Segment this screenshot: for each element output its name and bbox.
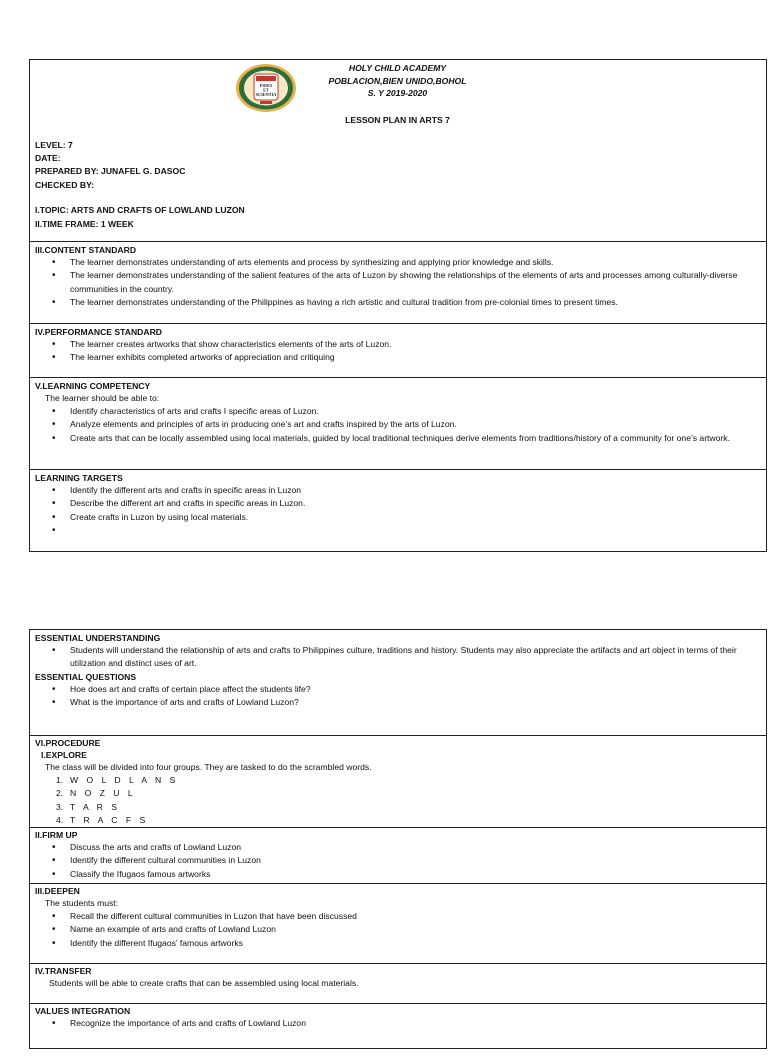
explore-heading: I.EXPLORE [41, 750, 87, 760]
topic-field: I.TOPIC: ARTS AND CRAFTS OF LOWLAND LUZON [35, 205, 245, 216]
list-item: • Analyze elements and principles of arts in producing one’s art and crafts inspired by the arts of Luzon. [35, 418, 760, 431]
list-item: • Create arts that can be locally assembled using local materials, guided by local traditional techniques derive elements from traditions/history of a community for one’s artwork. [35, 432, 760, 445]
lesson-plan-page-2 [29, 629, 767, 1049]
lesson-plan-page-1 [29, 59, 767, 552]
transfer-heading: IV.TRANSFER [35, 966, 92, 976]
checked-by-field: CHECKED BY: [35, 179, 95, 190]
list-item: • Identify the different arts and crafts in specific areas in Luzon [35, 484, 760, 497]
values-heading: VALUES INTEGRATION [35, 1006, 131, 1016]
performance-standard-section [30, 324, 766, 378]
content-standard-list [35, 256, 760, 310]
school-name: HOLY CHILD ACADEMY [348, 63, 447, 73]
list-item: • The learner creates artworks that show characteristics elements of the arts of Luzon. [35, 338, 760, 351]
list-item: • Classify the Ifugaos famous artworks [35, 868, 760, 881]
learning-competency-intro: The learner should be able to: [45, 393, 160, 403]
scrambled-word-item [35, 774, 760, 787]
essential-section [30, 630, 766, 736]
procedure-section [30, 736, 766, 828]
list-item: • Create crafts in Luzon by using local materials. [35, 511, 760, 524]
explore-intro: The class will be divided into four groups. They are tasked to do the scrambled words. [45, 762, 372, 772]
values-section [30, 1004, 766, 1064]
essential-understanding-heading: ESSENTIAL UNDERSTANDING [35, 633, 161, 643]
learning-competency-section [30, 378, 766, 470]
learning-targets-section [30, 470, 766, 551]
firm-up-section [30, 828, 766, 884]
list-item: • Name an example of arts and crafts of Lowland Luzon [35, 923, 760, 936]
list-item: • Recall the different cultural communities in Luzon that have been discussed [35, 910, 760, 923]
level-field: LEVEL: 7 [35, 139, 73, 150]
firm-up-heading: II.FIRM UP [35, 830, 78, 840]
list-item: • Identify characteristics of arts and crafts I specific areas of Luzon. [35, 405, 760, 418]
logo-text-3: SCIENTIA [255, 92, 277, 97]
scrambled-word: N O Z U L [70, 788, 136, 799]
list-item: • The learner exhibits completed artworks of appreciation and critiquing [35, 351, 760, 364]
deepen-heading: III.DEEPEN [35, 886, 80, 896]
content-standard-heading: III.CONTENT STANDARD [35, 245, 137, 255]
essential-questions-heading: ESSENTIAL QUESTIONS [35, 671, 137, 682]
list-item: • The learner demonstrates understanding of the salient features of the arts of Luzon by showing the relationships of the elements of arts and processes among culturally-diverse communities in the country. [35, 269, 760, 296]
performance-standard-heading: IV.PERFORMANCE STANDARD [35, 327, 163, 337]
list-item: • The learner demonstrates understanding of the Philippines as having a rich artistic and cultural tradition from pre-colonial times to present times. [35, 296, 760, 309]
list-item: • Recognize the importance of arts and crafts of Lowland Luzon [35, 1017, 760, 1030]
list-item: • The learner demonstrates understanding of arts elements and process by synthesizing and applying prior knowledge and skills. [35, 256, 760, 269]
content-standard-section [30, 242, 766, 324]
school-year: S. Y 2019-2020 [367, 88, 428, 98]
scrambled-word: T R A C F S [70, 815, 149, 826]
deepen-intro: The students must: [45, 898, 119, 908]
time-frame-field: II.TIME FRAME: 1 WEEK [35, 218, 134, 229]
procedure-heading: VI.PROCEDURE [35, 738, 101, 748]
prepared-by-field: PREPARED BY: JUNAFEL G. DASOC [35, 166, 186, 177]
learning-targets-heading: LEARNING TARGETS [35, 473, 123, 483]
school-logo-icon [235, 63, 297, 113]
header-section [30, 60, 766, 242]
scrambled-word-item [35, 801, 760, 814]
list-item: • What is the importance of arts and crafts of Lowland Luzon? [35, 696, 760, 709]
deepen-section [30, 884, 766, 964]
logo-text-1: FIDES [259, 83, 273, 88]
plan-title: LESSON PLAN IN ARTS 7 [345, 114, 450, 125]
logo-text-2: ET [263, 87, 269, 93]
transfer-text: Students will be able to create crafts that can be assembled using local materials. [49, 978, 359, 988]
transfer-section [30, 964, 766, 1004]
scrambled-word: T A R S [70, 801, 120, 812]
school-address: POBLACION,BIEN UNIDO,BOHOL [328, 75, 467, 86]
list-item: • Students will understand the relationship of arts and crafts to Philippines culture, traditions and history. Students may also appreciate the artifacts and art object in terms of their utilization and distinct uses of art. [35, 644, 760, 671]
learning-competency-heading: V.LEARNING COMPETENCY [35, 381, 151, 391]
list-item: • Hoe does art and crafts of certain place affect the students life? [35, 683, 760, 696]
list-item: • Discuss the arts and crafts of Lowland Luzon [35, 841, 760, 854]
list-item: • Describe the different art and crafts in specific areas in Luzon. [35, 497, 760, 510]
scrambled-word-item [35, 787, 760, 800]
list-item: • Identify the different cultural communities in Luzon [35, 854, 760, 867]
scrambled-word-item [35, 814, 760, 827]
scrambled-word: W O L D L A N S [70, 775, 179, 785]
date-field: DATE: [35, 152, 61, 163]
list-item: • Identify the different Ifugaos’ famous artworks [35, 937, 760, 950]
